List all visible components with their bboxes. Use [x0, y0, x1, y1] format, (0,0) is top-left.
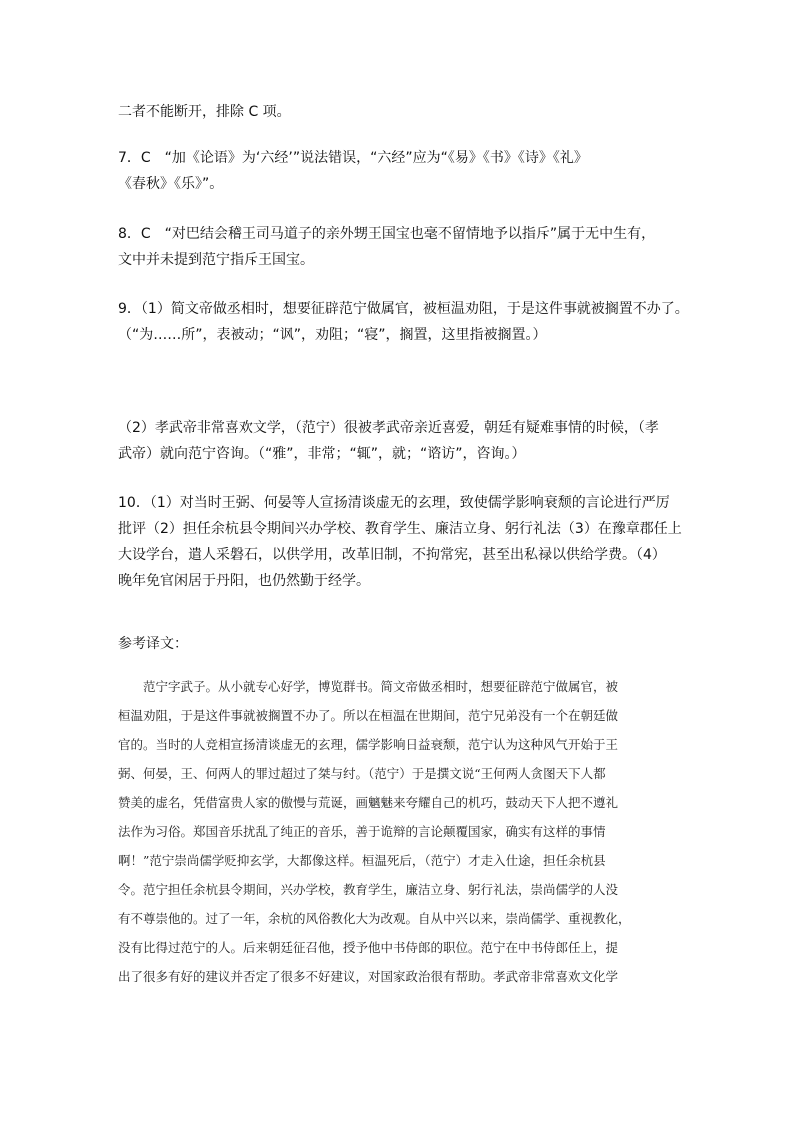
- text-line: 9．（1）简文帝做丞相时，想要征辟范宁做属官，被桓温劝阻，于是这件事就被搁置不办了。: [118, 301, 689, 317]
- reference-translation-label: [118, 634, 680, 654]
- text-line: 大设学台，遣人采磐石，以供学用，改革旧制，不拘常宪，甚至出私禄以供给学费。（4）: [118, 547, 666, 563]
- text-line: 令。范宁担任余杭县令期间，兴办学校，教育学生，廉洁立身、躬行礼法，崇尚儒学的人没: [118, 882, 619, 897]
- text-line: 参考译文：: [118, 636, 188, 652]
- answer-7: [118, 148, 680, 194]
- text-line: 没有比得过范宁的人。后来朝廷征召他，授予他中书侍郎的职位。范宁在中书侍郎任上，提: [118, 940, 619, 955]
- text-line: 赞美的虚名，凭借富贵人家的傲慢与荒诞，画魑魅来夸耀自己的机巧，鼓动天下人把不遵礼: [118, 795, 619, 810]
- text-line: 桓温劝阻，于是这件事就被搁置不办了。所以在桓温在世期间，范宁兄弟没有一个在朝廷做: [118, 708, 619, 723]
- text-line: 武帝）就向范宁咨询。（“雅”，非常；“辄”，就；“谘访”，咨询。）: [118, 446, 526, 462]
- text-line: 8．C “对巴结会稽王司马道子的亲外甥王国宝也毫不留情地予以指斥”属于无中生有，: [118, 226, 656, 242]
- text-line: 弼、何晏，王、何两人的罪过超过了桀与纣。（范宁）于是撰文说“王何两人贪图天下人都: [118, 766, 606, 781]
- paragraph-option-c-excluded: [118, 102, 680, 122]
- text-line: 7．C “加《论语》为‘六经’”说法错误，“六经”应为“《易》《书》《诗》《礼》: [118, 150, 588, 166]
- text-line: 法作为习俗。郑国音乐扰乱了纯正的音乐，善于诡辩的言论颠覆国家，确实有这样的事情: [118, 824, 606, 839]
- reference-translation-body: [118, 679, 683, 985]
- text-line: 二者不能断开，排除 C 项。: [118, 104, 291, 120]
- answer-9-part-2: [118, 418, 680, 464]
- text-line: 《春秋》《乐》”。: [118, 176, 224, 192]
- answer-10: [118, 493, 680, 591]
- text-line: （2）孝武帝非常喜欢文学，（范宁）很被孝武帝亲近喜爱，朝廷有疑难事情的时候，（孝: [118, 420, 659, 436]
- text-line: （“为……所”，表被动；“讽”，劝阻；“寝”，搁置，这里指被搁置。）: [118, 327, 547, 343]
- text-line: 官的。当时的人竞相宣扬清谈虚无的玄理，儒学影响日益衰颓，范宁认为这种风气开始于王: [118, 737, 619, 752]
- text-line: 啊！”范宁崇尚儒学贬抑玄学，大都像这样。桓温死后，（范宁）才走入仕途，担任余杭县: [118, 853, 606, 868]
- text-line: 出了很多有好的建议并否定了很多不好建议，对国家政治很有帮助。孝武帝非常喜欢文化学: [118, 969, 619, 984]
- text-line: 10．（1）对当时王弼、何晏等人宣扬清谈虚无的玄理，致使儒学影响衰颓的言论进行严厉: [118, 495, 670, 511]
- answer-8: [118, 224, 680, 270]
- text-line: 范宁字武子。从小就专心好学，博览群书。简文帝做丞相时，想要征辟范宁做属官，被: [118, 679, 619, 694]
- text-line: 有不尊崇他的。过了一年，余杭的风俗教化大为改观。自从中兴以来，崇尚儒学、重视教化，: [118, 911, 631, 926]
- text-line: 晚年免官闲居于丹阳，也仍然勤于经学。: [118, 573, 370, 589]
- text-line: 批评（2）担任余杭县令期间兴办学校、教育学生、廉洁立身、躬行礼法（3）在豫章郡任上: [118, 521, 682, 537]
- answer-9-part-1: [118, 299, 689, 345]
- text-line: 文中并未提到范宁指斥王国宝。: [118, 252, 314, 268]
